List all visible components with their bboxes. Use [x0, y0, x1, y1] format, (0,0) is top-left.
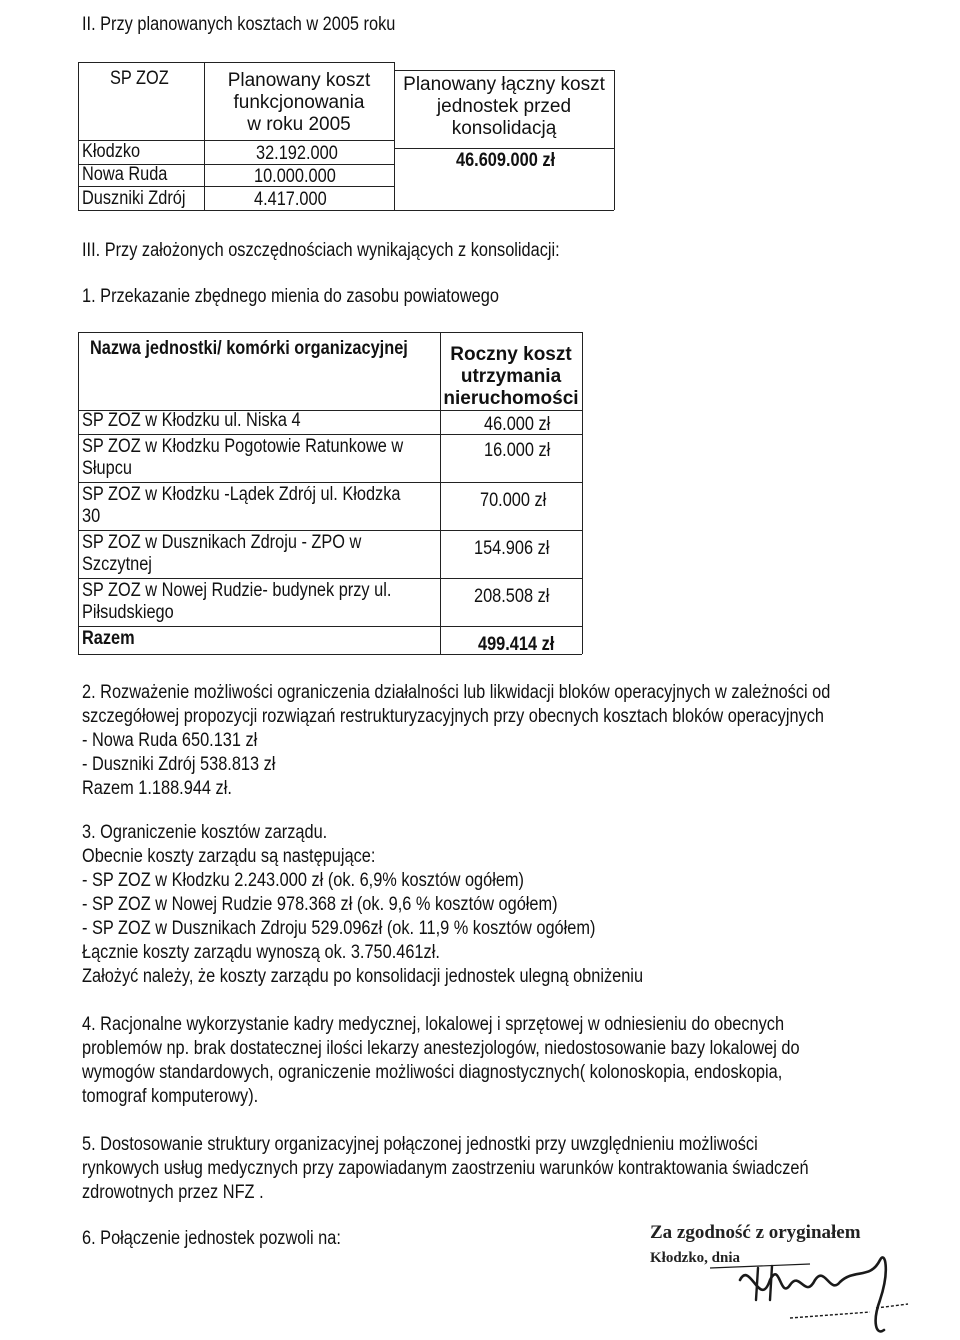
item-3-line: - SP ZOZ w Kłodzku 2.243.000 zł (ok. 6,9% kosztów ogółem)	[82, 870, 524, 891]
item-6-line: 6. Połączenie jednostek pozwoli na:	[82, 1228, 341, 1249]
table1-header-sp-zoz: SP ZOZ	[110, 68, 169, 89]
table2-total-label: Razem	[82, 628, 135, 649]
section-3-item-1: 1. Przekazanie zbędnego mienia do zasobu powiatowego	[82, 286, 499, 307]
stamp-line-1: Za zgodność z oryginałem	[650, 1222, 861, 1243]
item-2-line: - Nowa Ruda 650.131 zł	[82, 730, 258, 751]
table-cell-cost: 46.000 zł	[484, 414, 551, 435]
table-cell-value: 32.192.000	[256, 143, 338, 164]
table2-header-cost: Roczny koszt utrzymania nieruchomości	[443, 344, 579, 409]
table-row: SP ZOZ w Nowej Rudzie- budynek przy ul. Piłsudskiego	[82, 580, 392, 623]
table-cell-cost: 208.508 zł	[474, 586, 550, 607]
stamp-line-2: Kłodzko, dnia	[650, 1250, 741, 1266]
item-3-line: Łącznie koszty zarządu wynoszą ok. 3.750.461zł.	[82, 942, 440, 963]
table1-header-total-cost: Planowany łączny koszt jednostek przed konsolidacją	[403, 74, 605, 139]
table-row: Duszniki Zdrój	[82, 188, 186, 209]
handwritten-signature	[640, 1240, 920, 1340]
item-2-line: - Duszniki Zdrój 538.813 zł	[82, 754, 276, 775]
table-row: SP ZOZ w Kłodzku ul. Niska 4	[82, 410, 301, 431]
item-2-line: 2. Rozważenie możliwości ograniczenia działalności lub likwidacji bloków operacyjnych w zależności od	[82, 682, 831, 703]
table1-total-value: 46.609.000 zł	[456, 150, 556, 171]
item-4-line: tomograf komputerowy).	[82, 1086, 259, 1107]
section-2-heading: II. Przy planowanych kosztach w 2005 roku	[82, 14, 396, 35]
table2-total-value: 499.414 zł	[478, 634, 555, 655]
table-row: Kłodzko	[82, 141, 141, 162]
item-5-line: rynkowych usług medycznych przy zapowiadanym zaostrzeniu warunków kontraktowania świadczeń	[82, 1158, 809, 1179]
table-cell-cost: 70.000 zł	[480, 490, 547, 511]
item-4-line: problemów np. brak dostatecznej ilości lekarzy anestezjologów, niedostosowanie bazy lokalowej do	[82, 1038, 800, 1059]
item-2-line: szczegółowej propozycji rozwiązań restrukturyzacyjnych przy obecnych kosztach bloków operacyjnych	[82, 706, 824, 727]
table1-header-planned-cost: Planowany koszt funkcjonowania w roku 2005	[227, 70, 371, 135]
item-4-line: wymogów standardowych, ograniczenie możliwości diagnostycznych( kolonoskopia, endoskopia,	[82, 1062, 783, 1083]
item-5-line: zdrowotnych przez NFZ .	[82, 1182, 264, 1203]
section-3-heading: III. Przy założonych oszczędnościach wynikających z konsolidacji:	[82, 240, 560, 261]
item-3-line: Założyć należy, że koszty zarządu po konsolidacji jednostek ulegną obniżeniu	[82, 966, 644, 987]
item-3-line: 3. Ograniczenie kosztów zarządu.	[82, 822, 328, 843]
item-4-line: 4. Racjonalne wykorzystanie kadry medycznej, lokalowej i sprzętowej w odniesieniu do obecnych	[82, 1014, 785, 1035]
item-2-line: Razem 1.188.944 zł.	[82, 778, 232, 799]
item-3-line: - SP ZOZ w Dusznikach Zdroju 529.096zł (ok. 11,9 % kosztów ogółem)	[82, 918, 596, 939]
table-row: SP ZOZ w Dusznikach Zdroju - ZPO w Szczytnej	[82, 532, 362, 575]
table2-header-name: Nazwa jednostki/ komórki organizacyjnej	[90, 338, 408, 359]
table-row: Nowa Ruda	[82, 164, 168, 185]
table-cell-value: 4.417.000	[254, 189, 327, 210]
table-cell-value: 10.000.000	[254, 166, 336, 187]
item-5-line: 5. Dostosowanie struktury organizacyjnej połączonej jednostki przy uwzględnieniu możliwości	[82, 1134, 758, 1155]
table-cell-cost: 154.906 zł	[474, 538, 550, 559]
table-row: SP ZOZ w Kłodzku Pogotowie Ratunkowe w Słupcu	[82, 436, 404, 479]
table-cell-cost: 16.000 zł	[484, 440, 551, 461]
table-row: SP ZOZ w Kłodzku -Lądek Zdrój ul. Kłodzka 30	[82, 484, 401, 527]
item-3-line: - SP ZOZ w Nowej Rudzie 978.368 zł (ok. 9,6 % kosztów ogółem)	[82, 894, 558, 915]
item-3-line: Obecnie koszty zarządu są następujące:	[82, 846, 376, 867]
